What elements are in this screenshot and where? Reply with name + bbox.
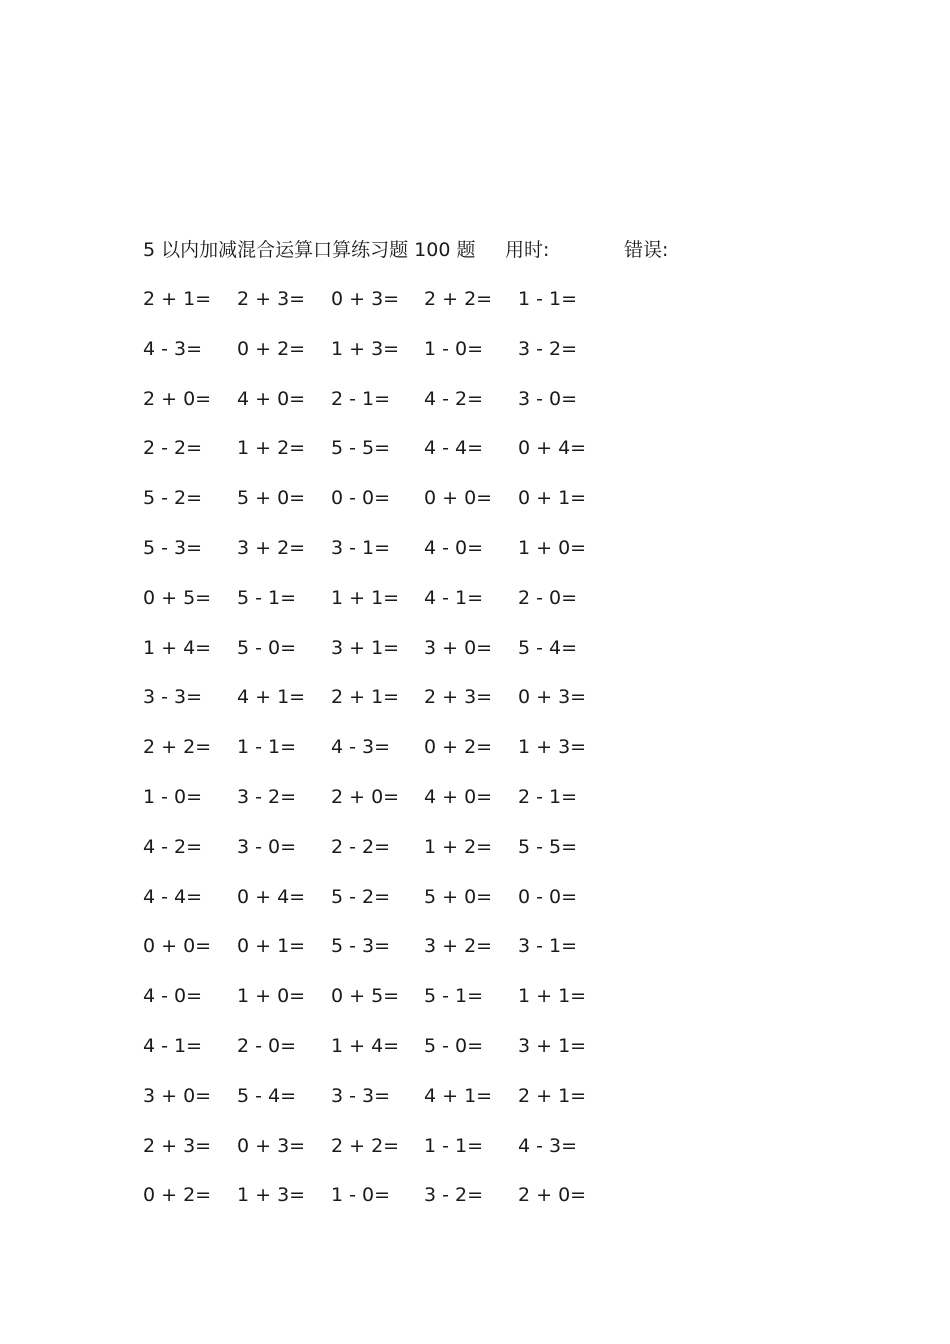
worksheet-title: 5 以内加减混合运算口算练习题 100 题 [143, 239, 476, 261]
problem-row [143, 1031, 663, 1081]
arithmetic-problem: 2 + 3= [237, 288, 306, 310]
arithmetic-problem: 1 + 4= [331, 1034, 400, 1057]
arithmetic-problem: 1 + 3= [331, 337, 400, 360]
arithmetic-problem: 2 - 2= [143, 437, 203, 460]
problem-row [143, 981, 663, 1031]
problem-row [143, 782, 663, 832]
arithmetic-problem: 0 + 4= [237, 885, 306, 908]
problem-row [143, 1131, 663, 1181]
arithmetic-problem: 1 + 1= [518, 985, 587, 1008]
arithmetic-problem: 0 + 3= [331, 288, 400, 310]
arithmetic-problem: 1 - 1= [424, 1134, 484, 1157]
time-used-label: 用时: [505, 239, 550, 261]
arithmetic-problem: 3 - 2= [424, 1184, 484, 1207]
arithmetic-problem: 4 - 3= [518, 1134, 578, 1157]
arithmetic-problem: 0 + 1= [237, 935, 306, 958]
problem-row [143, 931, 663, 981]
arithmetic-problem: 4 - 1= [424, 586, 484, 609]
arithmetic-problem: 2 - 0= [518, 586, 578, 609]
problem-row [143, 832, 663, 882]
arithmetic-problem: 1 - 0= [143, 785, 203, 808]
arithmetic-problem: 5 - 1= [237, 586, 297, 609]
arithmetic-problem: 4 - 1= [143, 1034, 203, 1057]
arithmetic-problem: 4 + 0= [237, 387, 306, 410]
arithmetic-problem: 2 - 2= [331, 835, 391, 858]
arithmetic-problem: 5 - 1= [424, 985, 484, 1008]
arithmetic-problem: 5 - 3= [331, 935, 391, 958]
problem-row [143, 384, 663, 434]
error-count-label: 错误: [624, 239, 669, 261]
arithmetic-problem: 5 + 0= [237, 487, 306, 510]
arithmetic-problem: 2 - 1= [331, 387, 391, 410]
arithmetic-problem: 1 + 2= [237, 437, 306, 460]
arithmetic-problem: 0 + 0= [143, 935, 212, 958]
problem-row [143, 334, 663, 384]
arithmetic-problem: 5 - 5= [331, 437, 391, 460]
arithmetic-problem: 1 - 1= [237, 736, 297, 759]
arithmetic-problem: 3 + 2= [237, 536, 306, 559]
arithmetic-problem: 1 - 1= [518, 288, 578, 310]
arithmetic-problem: 2 + 0= [331, 785, 400, 808]
arithmetic-problem: 5 - 4= [237, 1084, 297, 1107]
arithmetic-problem: 5 + 0= [424, 885, 493, 908]
arithmetic-problem: 0 + 0= [424, 487, 493, 510]
arithmetic-problem: 0 + 2= [424, 736, 493, 759]
arithmetic-problem: 2 + 3= [424, 686, 493, 709]
problem-row [143, 284, 663, 334]
arithmetic-problem: 4 - 3= [143, 337, 203, 360]
arithmetic-problem: 0 + 2= [237, 337, 306, 360]
arithmetic-problem: 3 + 0= [143, 1084, 212, 1107]
arithmetic-problem: 2 - 0= [237, 1034, 297, 1057]
arithmetic-problem: 1 - 0= [424, 337, 484, 360]
arithmetic-problem: 4 - 4= [143, 885, 203, 908]
arithmetic-problem: 0 + 5= [331, 985, 400, 1008]
arithmetic-problem: 0 + 2= [143, 1184, 212, 1207]
arithmetic-problem: 4 - 2= [143, 835, 203, 858]
arithmetic-problem: 2 - 1= [518, 785, 578, 808]
arithmetic-problem: 4 - 0= [424, 536, 484, 559]
arithmetic-problem: 3 - 1= [518, 935, 578, 958]
arithmetic-problem: 2 + 1= [143, 288, 212, 310]
arithmetic-problem: 4 - 2= [424, 387, 484, 410]
arithmetic-problem: 3 - 3= [143, 686, 203, 709]
arithmetic-problem: 1 - 0= [331, 1184, 391, 1207]
arithmetic-problem: 3 + 1= [331, 636, 400, 659]
arithmetic-problem: 3 + 2= [424, 935, 493, 958]
arithmetic-problem: 5 - 2= [331, 885, 391, 908]
arithmetic-problem: 3 - 3= [331, 1084, 391, 1107]
arithmetic-problem: 0 + 1= [518, 487, 587, 510]
arithmetic-problem: 5 - 0= [237, 636, 297, 659]
arithmetic-problem: 1 + 4= [143, 636, 212, 659]
arithmetic-problem: 1 + 3= [237, 1184, 306, 1207]
problem-row [143, 732, 663, 782]
arithmetic-problem: 1 + 1= [331, 586, 400, 609]
worksheet-header [143, 236, 843, 264]
arithmetic-problem: 0 - 0= [518, 885, 578, 908]
problem-row [143, 583, 663, 633]
arithmetic-problem: 2 + 0= [518, 1184, 587, 1207]
arithmetic-problem: 0 + 3= [237, 1134, 306, 1157]
arithmetic-problem: 0 - 0= [331, 487, 391, 510]
arithmetic-problem: 2 + 1= [518, 1084, 587, 1107]
arithmetic-problem: 5 - 3= [143, 536, 203, 559]
problem-row [143, 633, 663, 683]
arithmetic-problem: 2 + 3= [143, 1134, 212, 1157]
arithmetic-problem: 1 + 0= [237, 985, 306, 1008]
arithmetic-problem: 5 - 2= [143, 487, 203, 510]
arithmetic-problem: 1 + 0= [518, 536, 587, 559]
arithmetic-problem: 3 + 0= [424, 636, 493, 659]
arithmetic-problem: 2 + 2= [424, 288, 493, 310]
problem-row [143, 1081, 663, 1131]
arithmetic-problem: 3 + 1= [518, 1034, 587, 1057]
arithmetic-problem: 0 + 3= [518, 686, 587, 709]
problem-row [143, 483, 663, 533]
arithmetic-problem: 4 - 0= [143, 985, 203, 1008]
arithmetic-problem: 4 + 0= [424, 785, 493, 808]
arithmetic-problem: 2 + 2= [331, 1134, 400, 1157]
arithmetic-problem: 4 + 1= [424, 1084, 493, 1107]
arithmetic-problem: 1 + 3= [518, 736, 587, 759]
arithmetic-problem: 5 - 0= [424, 1034, 484, 1057]
problem-row [143, 533, 663, 583]
arithmetic-problem: 2 + 2= [143, 736, 212, 759]
arithmetic-problem: 3 - 0= [237, 835, 297, 858]
problem-row [143, 882, 663, 932]
arithmetic-problem: 3 - 0= [518, 387, 578, 410]
arithmetic-problem: 1 + 2= [424, 835, 493, 858]
arithmetic-problem: 0 + 4= [518, 437, 587, 460]
problem-grid [143, 284, 663, 1230]
problem-row [143, 433, 663, 483]
arithmetic-problem: 4 - 3= [331, 736, 391, 759]
arithmetic-problem: 0 + 5= [143, 586, 212, 609]
arithmetic-problem: 5 - 4= [518, 636, 578, 659]
problem-row [143, 682, 663, 732]
arithmetic-problem: 4 + 1= [237, 686, 306, 709]
arithmetic-problem: 3 - 2= [518, 337, 578, 360]
arithmetic-problem: 5 - 5= [518, 835, 578, 858]
arithmetic-problem: 4 - 4= [424, 437, 484, 460]
arithmetic-problem: 2 + 1= [331, 686, 400, 709]
arithmetic-problem: 2 + 0= [143, 387, 212, 410]
arithmetic-problem: 3 - 2= [237, 785, 297, 808]
problem-row [143, 1180, 663, 1230]
arithmetic-problem: 3 - 1= [331, 536, 391, 559]
